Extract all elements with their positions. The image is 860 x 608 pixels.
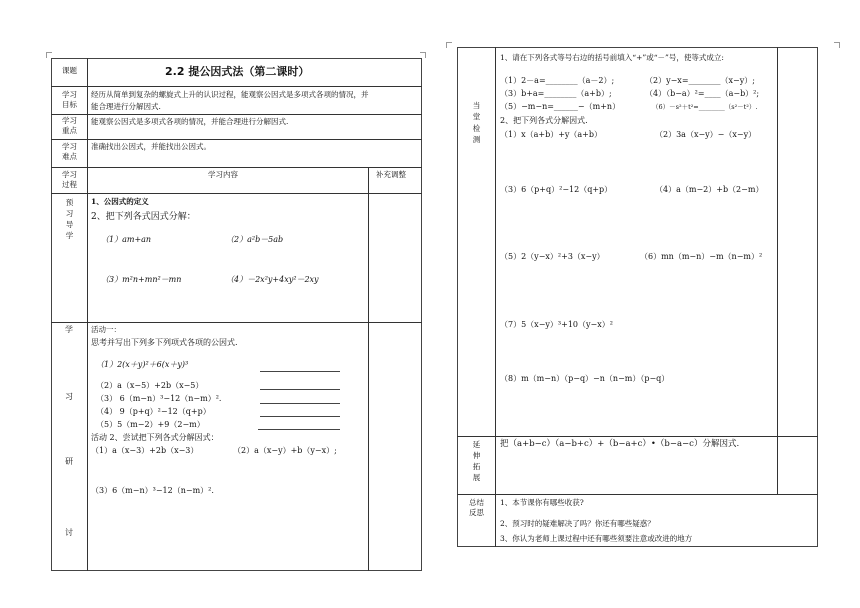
exercise-5: （5）2（y−x）²+3（x−y）: [500, 252, 605, 261]
preview-item-2: 2、把下列各式因式分解：: [91, 212, 196, 222]
activity-1-title: 活动一：: [91, 325, 121, 334]
fill-4: （4）（b−a）²=____（a−b）²;: [645, 89, 760, 98]
answer-blank-1[interactable]: [260, 371, 340, 372]
activity-1-desc: 思考并写出下列多下列项式各项的公因式.: [91, 338, 238, 347]
activity-2-q2: （2）a（x−y）+b（y−x）;: [233, 446, 337, 455]
activity-1-q1: （1）2(x＋y)²＋6(x＋y)³: [96, 360, 189, 369]
activity-1-q3: （3） 6（m−n）³−12（n−m）².: [96, 394, 222, 403]
part-2-title: 2、把下列各式分解因式.: [500, 116, 588, 125]
answer-blank-2[interactable]: [260, 389, 340, 390]
fill-5: （5）−m−n=______−（m+n）: [500, 102, 621, 111]
activity-1-q2: （2）a（x−5）+2b（x−5）: [96, 381, 204, 390]
preview-problem-1: （1）am+an: [101, 235, 152, 244]
crop-mark: [834, 42, 840, 48]
study-label-4: 讨: [65, 528, 73, 537]
page-title: 2.2 提公因式法（第二课时）: [165, 65, 310, 78]
exercise-1: （1）x（a+b）+y（a+b）: [500, 130, 603, 139]
summary-q3: 3、你认为老师上课过程中还有哪些须要注意或改进的地方: [500, 534, 693, 543]
fill-1: （1）2－a=________（a－2）;: [500, 76, 615, 85]
goals-text-cont: 能合理进行分解因式.: [91, 102, 161, 111]
exercise-7: （7）5（x−y）³+10（y−x）²: [500, 320, 613, 329]
fill-6: （6）－s²＋t²=________（s²－t²）.: [652, 103, 758, 111]
answer-blank-4[interactable]: [260, 416, 340, 417]
exercise-3: （3）6（p+q）²−12（q+p）: [500, 185, 613, 194]
preview-problem-2: （2）a²b－5ab: [226, 235, 284, 244]
answer-blank-5[interactable]: [258, 429, 340, 430]
answer-blank-3[interactable]: [260, 403, 340, 404]
activity-2-title: 活动 2、尝试把下列各式分解因式：: [91, 433, 219, 442]
study-label-1: 学: [65, 325, 73, 334]
focus-text: 能观察公因式是多项式各项的情况，并能合理进行分解因式.: [91, 117, 289, 126]
exercise-6: （6）mn（m−n）−m（n−m）²: [640, 252, 763, 261]
summary-q2: 2、预习时的疑难解决了吗？你还有哪些疑惑？: [500, 519, 655, 528]
right-worksheet: [430, 0, 860, 608]
activity-1-q5: （5）5（m−2）+9（2−m）: [96, 420, 205, 429]
content-header: 学习内容: [208, 170, 238, 179]
difficulty-label: 学习 难点: [62, 142, 77, 162]
crop-mark: [446, 42, 452, 48]
activity-2-q1: （1）a（x−3）+2b（x−3）: [91, 446, 199, 455]
process-label: 学习 过程: [62, 170, 77, 190]
preview-problem-3: （3）m²n+mn²－mn: [101, 275, 182, 284]
extend-label: 延 伸 拓 展: [472, 440, 481, 482]
exercise-2: （2）3a（x−y）−（x−y）: [655, 130, 757, 139]
goals-label: 学习 目标: [62, 90, 77, 110]
summary-label: 总结 反思: [469, 498, 484, 518]
study-label-2: 习: [65, 392, 73, 401]
focus-label: 学习 重点: [62, 116, 77, 136]
exercise-4: （4）a（m−2）+b（2−m）: [655, 185, 764, 194]
extend-problem: 把（a+b−c）（a−b+c）+（b−a+c）•（b−a−c）分解因式.: [500, 439, 740, 449]
activity-2-q3: （3）6（m−n）³−12（n−m）².: [91, 486, 214, 495]
preview-item-1: 1、公因式的定义: [91, 197, 149, 206]
fill-3: （3）b+a=________（a+b）;: [500, 89, 612, 98]
fill-2: （2）y−x=________（x−y）;: [645, 76, 755, 85]
header-label: 课题: [62, 66, 77, 75]
check-label: 当 堂 检 测: [472, 101, 481, 144]
activity-1-q4: （4） 9（p+q）²−12（q+p）: [96, 407, 211, 416]
check-intro: 1、请在下列各式等号右边的括号前填入“+”或“－”号，使等式成立:: [500, 53, 724, 62]
study-label-3: 研: [65, 457, 73, 466]
preview-problem-4: （4）－2x²y+4xy²－2xy: [226, 275, 319, 284]
exercise-8: （8）m（m−n）（p−q）−n（n−m）（p−q）: [500, 374, 670, 383]
difficulty-text: 准确找出公因式，并能找出公因式。: [91, 142, 211, 151]
notes-header: 补充调整: [376, 170, 406, 179]
summary-q1: 1、本节课你有哪些收获?: [500, 498, 584, 507]
preview-label: 预 习 导 学: [65, 198, 74, 240]
goals-text: 经历从简单到复杂的螺旋式上升的认识过程，能观察公因式是多项式各项的情况，并: [91, 90, 369, 99]
